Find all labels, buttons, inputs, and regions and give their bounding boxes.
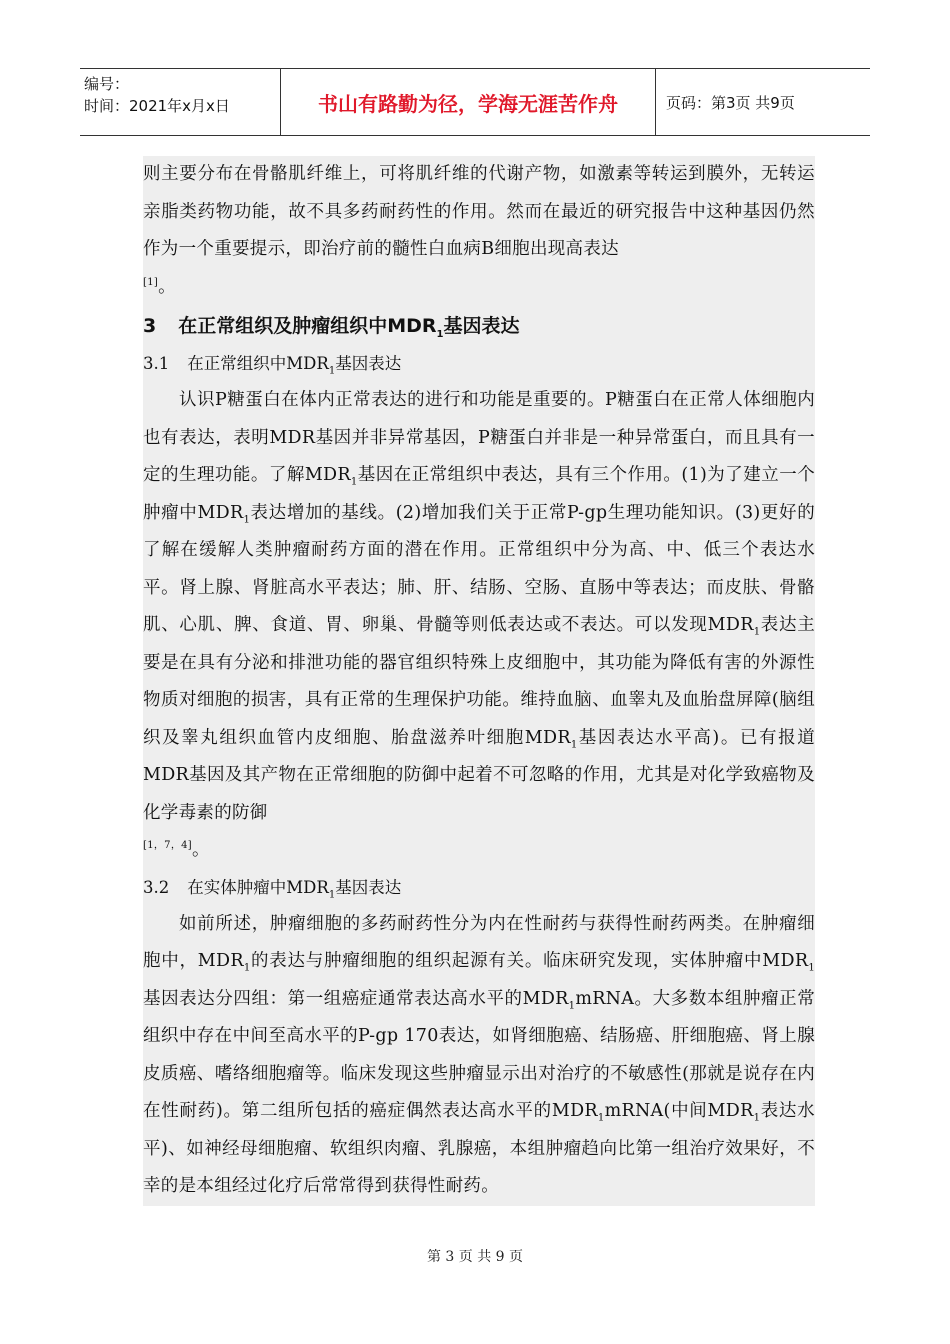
section-number: 3.2 [143, 877, 170, 897]
paragraph-text: 表达增加的基线。(2)增加我们关于正常P-gp生理功能知识。(3)更好的了解在缓解人类肿瘤耐药方面的潜在作用。正常组织中分为高、中、低三个表达水平。肾上腺、肾脏高水平表达；肺、肝、结肠、空肠、直肠中等表达；而皮肤、骨骼肌、心肌、脾、食道、胃、卵巢、骨髓等则低表达或不表达。可以发现MDR [143, 502, 815, 635]
section-title: 基因表达 [443, 315, 520, 337]
paragraph-text: 。 [192, 840, 210, 860]
paragraph-text: 表达主要是在具有分泌和排泄功能的器官组织特殊上皮细胞中，其功能为降低有害的外源性物质对细胞的损害，具有正常的生理保护功能。维持血脑、血睾丸及血胎盘屏障(脑组织及睾丸组织血管内皮细胞、胎盘滋养叶细胞MDR [143, 615, 816, 748]
paragraph-text: 认识P糖蛋白在体内正常表达的进行和功能是重要的。P糖蛋白在正常人体细胞内也有表达，表明MDR基因并非异常基因，P糖蛋白并非是一种异常蛋白，而且具有一定的生理功能。了解MDR [143, 390, 815, 485]
section-heading-3 [143, 306, 815, 346]
paragraph-text: 表达水平)、如神经母细胞瘤、软组织肉瘤、乳腺癌，本组肿瘤趋向比第一组治疗效果好，不幸的是本组经过化疗后常常得到获得性耐药。 [143, 1101, 815, 1196]
section-title: 在实体肿瘤中MDR [187, 877, 329, 897]
page-header [80, 68, 870, 136]
page-footer: 第 3 页 共 9 页 [426, 1249, 524, 1265]
subscript: 1 [753, 1112, 761, 1124]
paragraph-text: mRNA(中间MDR [604, 1101, 754, 1121]
paragraph-text: 基因表达水平高)。已有报道MDR基因及其产物在正常细胞的防御中起着不可忽略的作用，尤其是对化学致癌物及化学毒素的防御 [143, 727, 815, 823]
subscript: 1 [597, 1112, 605, 1124]
paragraph-text: 如前所述，肿瘤细胞的多药耐药性分为内在性耐药与获得性耐药两类。在肿瘤细胞中，MDR [143, 913, 815, 971]
document-body [143, 156, 815, 1206]
subscript: 1 [568, 1000, 576, 1011]
paragraph-text: 基因在正常组织中表达，具有三个作用。(1)为了建立一个肿瘤中MDR [143, 465, 815, 523]
section-heading-3-2 [143, 870, 815, 906]
subscript: 1 [436, 328, 444, 340]
paragraph-intro [143, 156, 815, 306]
paragraph-text: 则主要分布在骨骼肌纤维上，可将肌纤维的代谢产物，如激素等转运到膜外，无转运亲脂类药物功能，故不具多药耐药性的作用。然而在最近的研究报告中这种基因仍然作为一个重要提示，即治疗前的髓性白血病B细胞出现高表达 [143, 164, 815, 259]
header-number-label: 编号： [84, 75, 130, 93]
paragraph-text: 基因表达分四组：第一组癌症通常表达高水平的MDR [143, 988, 569, 1009]
paragraph-text: mRNA。大多数本组肿瘤正常组织中存在中间至高水平的P-gp 170表达，如肾细胞癌、结肠癌、肝细胞癌、肾上腺皮质癌、嗜络细胞瘤等。临床发现这些肿瘤显示出对治疗的不敏感性(那就是说存在内在性耐药)。第二组所包括的癌症偶然表达高水平的MDR [143, 988, 815, 1121]
section-heading-3-1 [143, 346, 815, 382]
section-title: 在正常组织中MDR [187, 354, 329, 373]
header-meta [80, 69, 280, 135]
citation: [1，7，4] [143, 840, 192, 852]
section-title: 基因表达 [335, 354, 402, 373]
section-number: 3 [143, 315, 157, 337]
subscript: 1 [570, 739, 578, 750]
subscript: 1 [243, 514, 251, 525]
header-date-label: 时间：2021年x月x日 [84, 97, 230, 115]
paragraph-normal-tissue [143, 382, 815, 870]
paragraph-solid-tumor [143, 906, 815, 1206]
section-number: 3.1 [143, 354, 170, 373]
subscript: 1 [328, 888, 336, 900]
subscript: 1 [808, 962, 815, 974]
section-title: 在正常组织及肿瘤组织中MDR [178, 315, 437, 337]
subscript: 1 [350, 476, 358, 488]
subscript: 1 [753, 626, 761, 638]
subscript: 1 [328, 365, 336, 377]
paragraph-text: 。 [158, 276, 176, 297]
section-title: 基因表达 [335, 877, 402, 897]
header-page-code: 页码：第3页 共9页 [666, 93, 795, 112]
subscript: 1 [243, 962, 251, 974]
header-motto: 书山有路勤为径，学海无涯苦作舟 [280, 69, 656, 135]
citation: [1] [143, 276, 159, 288]
paragraph-text: 的表达与肿瘤细胞的组织起源有关。临床研究发现，实体肿瘤中MDR [250, 951, 809, 971]
